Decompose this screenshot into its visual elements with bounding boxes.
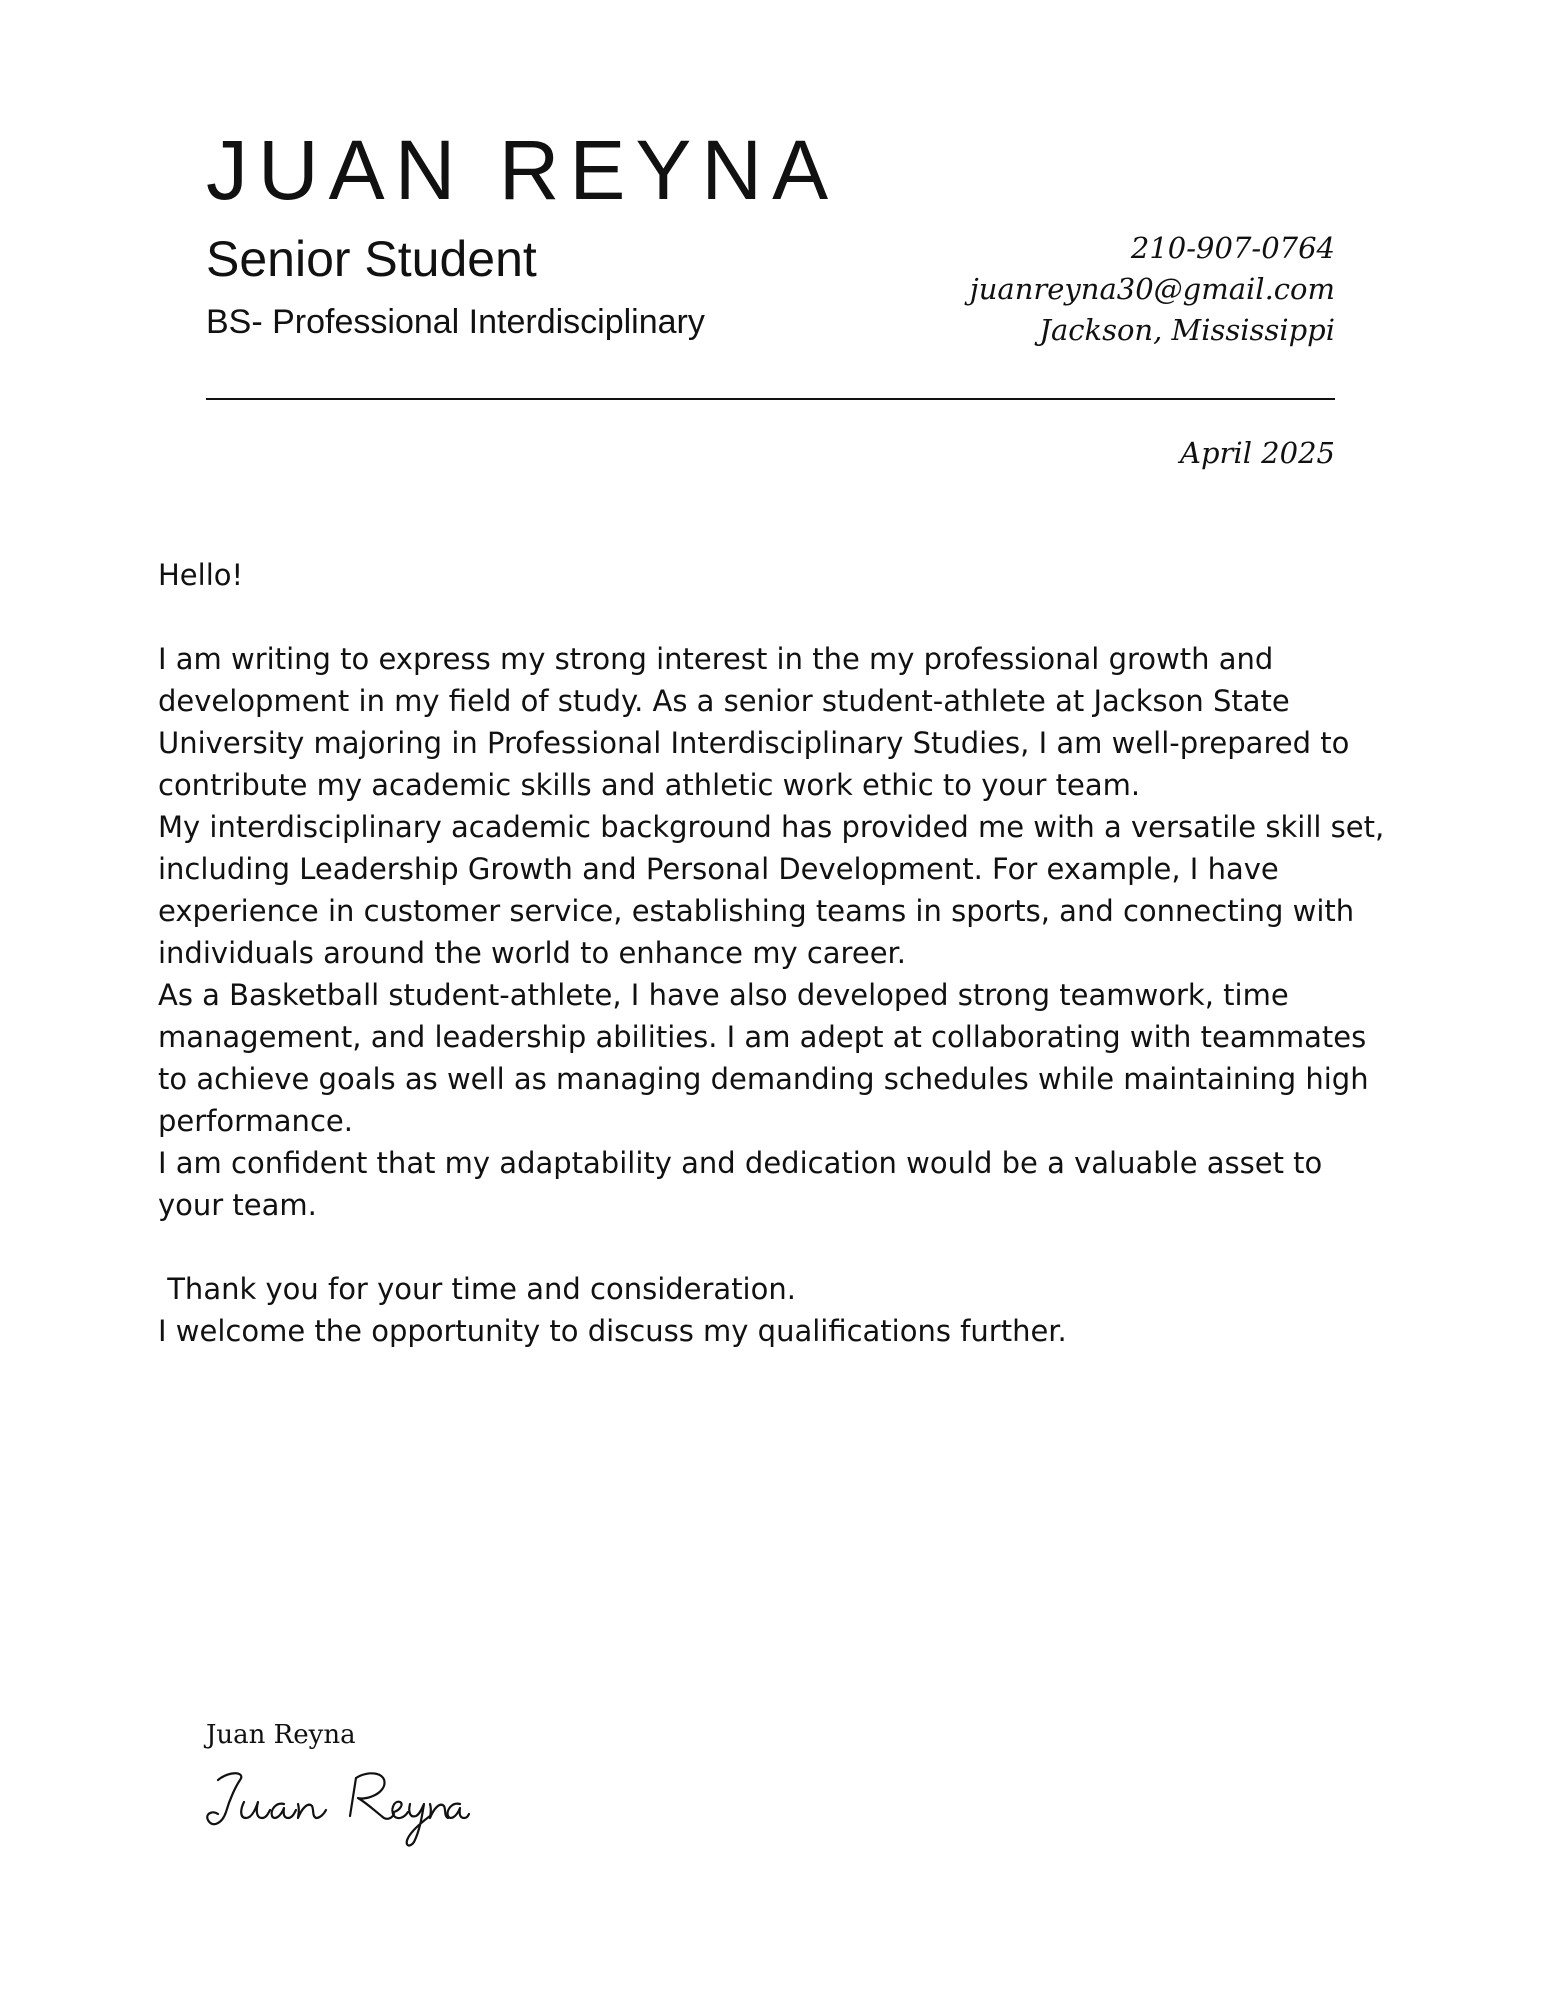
letter-closing-line: Thank you for your time and consideration. xyxy=(158,1272,796,1306)
letter-paragraph: I am confident that my adaptability and dedication would be a valuable asset to your team. xyxy=(158,1146,1323,1222)
contact-email: juanreyna30@gmail.com xyxy=(969,272,1335,306)
letter-date: April 2025 xyxy=(1180,436,1335,470)
letter-paragraph: My interdisciplinary academic background has provided me with a versatile skill set, including Leadership Growth and Personal Development. For example, I have experience in customer service, establishing teams in sports, and connecting with individuals around the world to enhance my career. xyxy=(158,810,1385,970)
applicant-role: Senior Student xyxy=(206,231,537,287)
signature-printed-name: Juan Reyna xyxy=(206,1720,356,1750)
header-divider xyxy=(206,398,1335,400)
letter-body xyxy=(158,554,1388,1352)
letter-closing-line: I welcome the opportunity to discuss my qualifications further. xyxy=(158,1314,1067,1348)
paragraph-spacer xyxy=(158,1226,1388,1268)
handwritten-signature xyxy=(200,1758,470,1858)
contact-block xyxy=(970,228,1335,351)
applicant-degree: BS- Professional Interdisciplinary xyxy=(206,303,705,341)
letter-paragraph: I am writing to express my strong interest in the my professional growth and development in my field of study. As a senior student-athlete at Jackson State University majoring in Professional Interdisciplinary Studies, I am well-prepared to contribute my academic skills and athletic work ethic to your team. xyxy=(158,642,1350,802)
letter-paragraph: As a Basketball student-athlete, I have also developed strong teamwork, time management, and leadership abilities. I am adept at collaborating with teammates to achieve goals as well as managing demanding schedules while maintaining high performance. xyxy=(158,978,1369,1138)
letter-greeting: Hello! xyxy=(158,558,244,592)
contact-phone: 210-907-0764 xyxy=(1130,231,1335,265)
applicant-name: JUAN REYNA xyxy=(206,123,839,217)
contact-location: Jackson, Mississippi xyxy=(1039,313,1335,347)
